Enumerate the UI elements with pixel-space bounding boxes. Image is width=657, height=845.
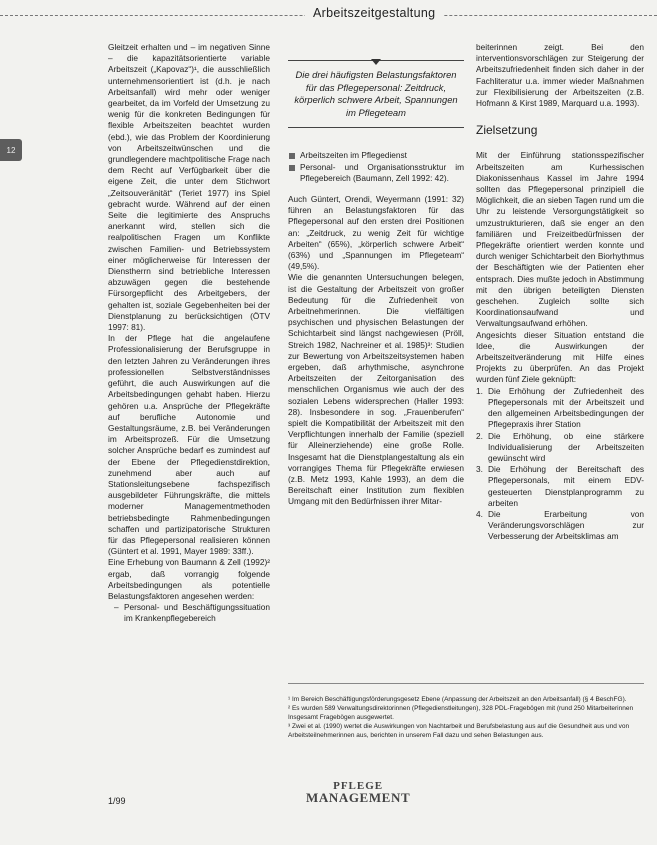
page-number: 1/99 <box>108 796 126 806</box>
paragraph: beiterinnen zeigt. Bei den interventionsvorschlägen zur Steigerung der Arbeitszufriedenheit finden sich daher in der Fachliteratur u.a. immer wieder Maßnahmen zur Flexibilisierung der Arbeitszeiten (z.B. Hofmann & Kirst 1989, Marquard u.a. 1993). <box>476 42 644 109</box>
list-item: – Personal- und Beschäftigungssituation im Krankenpflegebereich <box>124 602 270 624</box>
footnote: ³ Zwei et al. (1990) wertet die Auswirkungen von Nachtarbeit und Berufsbelastung aus auf die Gesundheit aus und von Arbeitsteilnehmerinnen aus, berichten in unserem Fall dazu und sehen Belastungen aus. <box>288 723 630 739</box>
page-tab: 12 <box>0 139 22 161</box>
list-item: Arbeitszeiten im Pflegedienst <box>288 150 464 161</box>
pull-quote <box>288 60 464 128</box>
bullet-list <box>288 150 464 184</box>
footnote: ¹ Im Bereich Beschäftigungsförderungsgesetz Ebene (Anpassung der Arbeitszeit an den Arbeitsanfall) (§ 4 BeschFG). <box>288 696 627 703</box>
pull-quote-text: Die drei häufigsten Belastungsfaktoren für das Pflegepersonal: Zeitdruck, körperlich schwere Arbeit, Spannungen im Pflegeteam <box>294 69 458 118</box>
paragraph: Wie die genannten Untersuchungen belegen, ist die Gestaltung der Arbeitszeit von großer Bedeutung für die Zufriedenheit von Arbeitnehmerinnen. Die vielfältigen psychischen und physischen Belastungen der Schichtarbeit sind längst nachgewiesen (Pröll, Streich 1982, Nachreiner et al. 1985)³: Studien zur Bewertung von Arbeitszeitsystemen haben ergeben, daß arhythmische, asynchrone Arbeitszeiten der Zeitorganisation des menschlichen Organismus wie auch der des sozialen Lebens widersprechen (Haller 1993: 28). Insbesondere in sog. „Frauenberufen“ spielt die Kompatibilität der Arbeitszeit mit den Verpflichtungen innerhalb der Familie (speziell für Alleinerziehende) eine große Rolle. Insgesamt hat die Dienstplangestaltung als ein vorrangiges Thema für Pflegekräfte erwiesen (z.B. Metz 1993, Kahle 1993), an dem die Bereitschaft einer Institution zum flexiblen Umgang mit den Bedürfnissen ihrer Mitar- <box>288 272 464 507</box>
triangle-down-icon <box>371 59 381 65</box>
section-heading: Zielsetzung <box>476 123 538 138</box>
publication-logo <box>306 781 410 803</box>
logo-bottom-text: MANAGEMENT <box>306 790 411 805</box>
paragraph: In der Pflege hat die angelaufene Professionalisierung der Berufsgruppe in den letzten Jahren zu Veränderungen ihres professionellen Selbstverständnisses geführt, die auch Auswirkungen auf die Arbeitsbedingungen gehabt haben. Hierzu gehören u.a. Ansprüche der Pflegekräfte auf berufliche Autonomie und Gestaltungsräume, z.B. bei Veränderungen im Arbeitsprozeß. Für die Umsetzung solcher Ansprüche bedarf es zumindest auf der Ebene der Pflegedienstdirektion, zunehmend aber auch auf Stationsleitungsebene fachspezifisch ausgebildeter Führungskräfte, die mittels moderner Managementmethoden betriebsbedingte Rahmenbedingungen schaffen und partizipatorische Strukturen für das Pflegepersonal realisieren können (Güntert et al. 1991, Mayer 1989: 33ff.). <box>108 333 270 557</box>
list-item: Personal- und Organisationsstruktur im Pflegebereich (Baumann, Zell 1992: 42). <box>288 162 464 184</box>
paragraph: Auch Güntert, Orendi, Weyermann (1991: 32) führen an Belastungsfaktoren für das Pflegepersonal auf den ersten drei Positionen an: „Zeitdruck, zu wenig Zeit für wichtige Arbeiten“ (65%), „körperlich schwere Arbeit“ (63%) und „Spannungen im Pflegeteam“ (49,5%). <box>288 193 464 272</box>
list-item: 3. Die Erhöhung der Bereitschaft des Pflegepersonals, mit einem EDV-gesteuerten Dienstplanprogramm zu arbeiten <box>476 464 644 508</box>
paragraph: Angesichts dieser Situation entstand die Idee, die Auswirkungen der Arbeitszeitveränderung mit Hilfe eines Projekts zu überprüfen. An das Projekt wurden fünf Ziele geknüpft: <box>476 329 644 385</box>
list-item: 2. Die Erhöhung, ob eine stärkere Individualisierung der Arbeitszeiten gewünscht wird <box>476 430 644 463</box>
paragraph: Gleitzeit erhalten und – im negativen Sinne – die kapazitätsorientierte variable Arbeitszeit („Kapovaz“)¹, die ausschließlich unternehmensorientiert ist (d.h. je nach Arbeitsanfall) wird mehr oder weniger gearbeitet, da im Vorfeld der Umsetzung zu wenig für die konkreten Bedingungen für flexible Arbeitszeiten beachtet wurden (ebd.), wie das Problem der Koordinierung von Arbeitszeitwünschen und die grundlegendere machtpolitische Frage nach dem Recht auf Verfügbarkeit über die eigene Zeit, die unter dem Stichwort „Zeitsouveränität“ (Teriet 1977) ins Spiel gebracht wurde. Während auf der einen Seite die legitimierte des Anspruchs anerkannt wird, stellen sich die realpolitischen Fragen um Konflikte zwischen Familien- und Betriebssystem einer möglicherweise für Interessen der Dienstherrn sind betriebliche Interessen abzuwägen gegen die bestehende Fürsorgepflicht des Arbeitgebers, der gehalten ist, soziale Gegebenheiten bei der Dienstplanung zu berücksichtigen (ÖTV 1997: 81). <box>108 42 270 333</box>
running-head: Arbeitszeitgestaltung <box>305 6 443 20</box>
column-middle <box>288 60 464 508</box>
paragraph: Mit der Einführung stationsspezifischer Arbeitszeiten am Kurhessischen Diakonissenhaus Kassel im Jahre 1994 sollten das Pflegepersonal prinzipiell die Möglichkeit, die an sieben Tagen rund um die Uhr zu leistende Versorgungstätigkeit so umzustrukturieren, daß sie enger an den familiären und Freizeitbedürfnissen der Pflegekräfte orientiert werden konnte und durch weniger Schichtarbeit den Biorhythmus der Beschäftigten wie der Patienten eher entsprach. Dies mußte jedoch in Abstimmung mit den übrigen beteiligten Diensten geschehen. Zugleich sollte sich Koordinationsaufwand und Verwaltungsaufwand erhöhen. <box>476 150 644 329</box>
column-left <box>108 42 270 625</box>
dash-list <box>108 602 270 624</box>
list-item: 4. Die Erarbeitung von Veränderungsvorschlägen zur Verbesserung der Arbeitsklimas am <box>476 508 644 542</box>
logo-top-text: PFLEGE <box>333 780 384 792</box>
numbered-list <box>476 386 644 543</box>
footnotes <box>288 683 644 741</box>
paragraph: Eine Erhebung von Baumann & Zell (1992)² ergab, daß vorrangig folgende Arbeitsbedingungen als potentielle Belastungsfaktoren angesehen werden: <box>108 557 270 601</box>
list-item: 1. Die Erhöhung der Zufriedenheit des Pflegepersonals mit der Arbeitszeit und den allgemeinen Arbeitsbedingungen der Pflegepraxis ihrer Station <box>476 385 644 430</box>
column-right <box>476 42 644 543</box>
footnote: ² Es wurden 589 Verwaltungsdirektorinnen (Pflegedienstleitungen), 328 PDL-Fragebögen mit (rund 250 Mitarbeiterinnen Insgesamt Fragebögen ausgewertet. <box>288 705 634 721</box>
